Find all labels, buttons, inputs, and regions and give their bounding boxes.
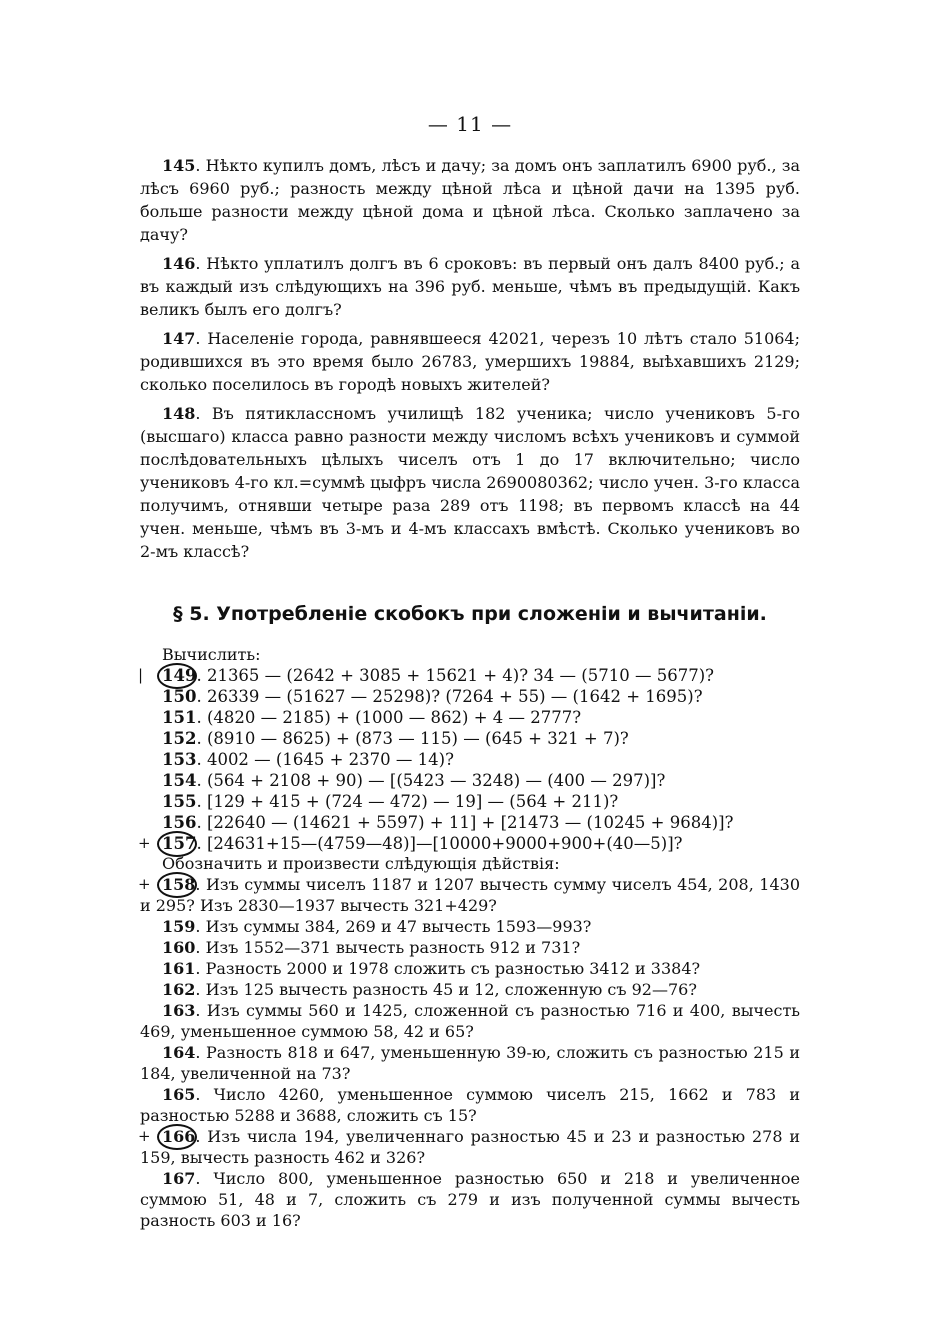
problem-157 (138, 833, 800, 854)
problem-text: . Изъ 1552—371 вычесть разность 912 и 731? (195, 938, 581, 957)
problem-text: . Изъ суммы чиселъ 1187 и 1207 вычесть сумму чиселъ 454, 208, 1430 и 295? Изъ 2830—1937 вычесть 321+429? (140, 875, 800, 915)
problem-155 (162, 791, 800, 812)
problem-161 (140, 958, 800, 979)
problem-number: 161 (162, 959, 196, 978)
problem-text: . Изъ числа 194, увеличеннаго разностью 45 и 23 и разностью 278 и 159, вычесть разность 462 и 326? (140, 1127, 800, 1167)
problem-text: . (564 + 2108 + 90) — [(5423 — 3248) — (400 — 297)]? (196, 771, 666, 790)
problem-164 (140, 1042, 800, 1084)
problem-number: 150 (162, 687, 197, 706)
problem-text: . Разность 2000 и 1978 сложить съ разностью 3412 и 3384? (195, 959, 701, 978)
problem-text: . 21365 — (2642 + 3085 + 15621 + 4)? 34 — (5710 — 5677)? (196, 666, 714, 685)
problem-text: . (8910 — 8625) + (873 — 115) — (645 + 321 + 7)? (196, 729, 629, 748)
problem-number: 159 (162, 917, 196, 936)
margin-mark: + (138, 875, 151, 893)
problem-text: . [129 + 415 + (724 — 472) — 19] — (564 + 211)? (196, 792, 619, 811)
problem-text: . Нѣкто купилъ домъ, лѣсъ и дачу; за домъ онъ заплатилъ 6900 руб., за лѣсъ 6960 руб.; разность между цѣной лѣса и цѣной дачи на 1395 руб. больше разности между цѣной дома и цѣной лѣса. Сколько заплачено за дачу? (140, 156, 800, 244)
problem-162 (140, 979, 800, 1000)
problems-top (140, 154, 800, 563)
problem-text: . [24631+15—(4759—48)]—[10000+9000+900+(40—5)]? (196, 834, 683, 853)
problem-text: . (4820 — 2185) + (1000 — 862) + 4 — 2777? (196, 708, 582, 727)
problem-text: . Изъ суммы 384, 269 и 47 вычесть 1593—993? (195, 917, 592, 936)
page-number: — 11 — (427, 112, 513, 136)
problem-151 (162, 707, 800, 728)
page (140, 112, 800, 1231)
problem-167 (140, 1168, 800, 1231)
problem-number: 167 (162, 1169, 196, 1188)
problem-text: . Число 4260, уменьшенное суммою чиселъ 215, 1662 и 783 и разностью 5288 и 3688, сложить съ 15? (140, 1085, 800, 1125)
problem-150 (162, 686, 800, 707)
problem-166 (140, 1126, 800, 1168)
problem-number: 152 (162, 729, 197, 748)
margin-mark: | (138, 666, 144, 684)
problem-text: . Въ пятиклассномъ училищѣ 182 ученика; число учениковъ 5-го (высшаго) класса равно разности между числомъ всѣхъ учениковъ и суммой послѣдовательныхъ цѣлыхъ чиселъ отъ 1 до 17 включительно; число учениковъ 4-го кл.=суммѣ цыфръ числа 2690080362; число учен. 3-го класса получимъ, отнявши четыре раза 289 отъ 1198; въ первомъ классѣ на 44 учен. меньше, чѣмъ въ 3-мъ и 4-мъ классахъ вмѣстѣ. Сколько учениковъ во 2-мъ классѣ? (140, 404, 800, 561)
problem-text: . Разность 818 и 647, уменьшенную 39-ю, сложить съ разностью 215 и 184, увеличенной на 73? (140, 1043, 800, 1083)
problem-163 (140, 1000, 800, 1042)
problem-text: . 26339 — (51627 — 25298)? (7264 + 55) — (1642 + 1695)? (196, 687, 703, 706)
compute-label: Вычислить: (162, 645, 261, 664)
problem-text: . Изъ суммы 560 и 1425, сложенной съ разностью 716 и 400, вычесть 469, уменьшенное суммою 58, 42 и 65? (140, 1001, 800, 1041)
problem-number: 157 (162, 834, 197, 853)
problem-number: 149 (162, 666, 197, 685)
problem-number: 163 (162, 1001, 196, 1020)
problem-159 (140, 916, 800, 937)
problem-text: . [22640 — (14621 + 5597) + 11] + [21473 — (10245 + 9684)]? (196, 813, 734, 832)
problem-text: . Изъ 125 вычесть разность 45 и 12, сложенную съ 92—76? (195, 980, 697, 999)
problem-156 (162, 812, 800, 833)
problem-number: 155 (162, 792, 197, 811)
problem-number: 147 (162, 329, 196, 348)
problem-number: 153 (162, 750, 197, 769)
problem-number: 156 (162, 813, 197, 832)
problem-145 (140, 154, 800, 246)
section-title: § 5. Употребленіе скобокъ при сложеніи и вычитаніи. (173, 603, 767, 625)
problem-number: 145 (162, 156, 196, 175)
margin-mark: + (138, 834, 151, 852)
problem-152 (162, 728, 800, 749)
denote-label: Обозначить и произвести слѣдующія дѣйствія: (162, 854, 560, 873)
problem-text: . Число 800, уменьшенное разностью 650 и 218 и увеличенное суммою 51, 48 и 7, сложить съ 279 и изъ полученной суммы вычесть разность 603 и 16? (140, 1169, 800, 1230)
problem-number: 151 (162, 708, 197, 727)
problem-number: 148 (162, 404, 196, 423)
problem-number: 165 (162, 1085, 196, 1104)
problem-text: . Населеніе города, равнявшееся 42021, черезъ 10 лѣтъ стало 51064; родившихся въ это время было 26783, умершихъ 19884, выѣхавшихъ 2129; сколько поселилось въ городѣ новыхъ жителей? (140, 329, 800, 394)
problem-158 (140, 874, 800, 916)
problem-148 (140, 402, 800, 563)
problem-number: 160 (162, 938, 196, 957)
problem-149 (138, 665, 800, 686)
calc-list (140, 665, 800, 854)
problem-number: 164 (162, 1043, 196, 1062)
problem-text: . Нѣкто уплатилъ долгъ въ 6 сроковъ: въ первый онъ далъ 8400 руб.; а въ каждый изъ слѣдующихъ на 396 руб. меньше, чѣмъ въ предыдущій. Какъ великъ былъ его долгъ? (140, 254, 800, 319)
problem-146 (140, 252, 800, 321)
problem-text: . 4002 — (1645 + 2370 — 14)? (196, 750, 454, 769)
problem-number: 154 (162, 771, 197, 790)
problem-165 (140, 1084, 800, 1126)
problem-number: 162 (162, 980, 196, 999)
problem-154 (162, 770, 800, 791)
problem-number: 146 (162, 254, 196, 273)
problem-153 (162, 749, 800, 770)
problems-bottom (140, 874, 800, 1231)
problem-160 (140, 937, 800, 958)
problem-147 (140, 327, 800, 396)
margin-mark: + (138, 1127, 151, 1145)
problem-number: 166 (162, 1127, 196, 1146)
problem-number: 158 (162, 875, 196, 894)
